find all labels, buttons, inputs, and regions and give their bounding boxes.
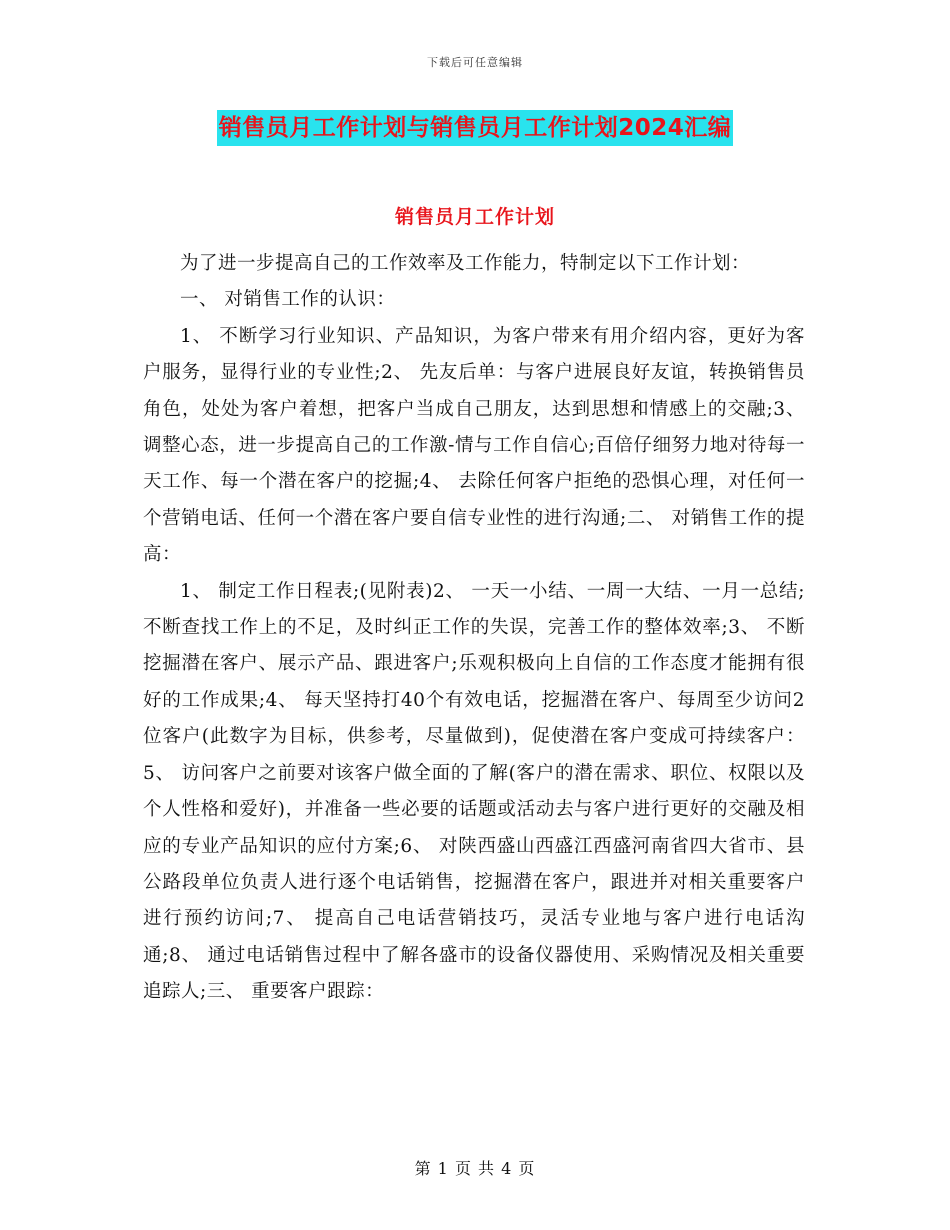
paragraph-heading-1: 一、 对销售工作的认识： (180, 289, 396, 311)
document-title-container (0, 110, 950, 146)
paragraph-section-2: 1、 制定工作日程表;(见附表)2、 一天一小结、一周一大结、一月一总结;不断查找工作上的不足，及时纠正工作的失误，完善工作的整体效率;3、 不断挖掘潜在客户、展示产品、跟进客户;乐观积极向上自信的工作态度才能拥有很好的工作成果;4、 每天坚持打40个有效电话，挖掘潜在客户、每周至少访问2位客户(此数字为目标，供参考，尽量做到)，促使潜在客户变成可持续客户：5、 访问客户之前要对该客户做全面的了解(客户的潜在需求、职位、权限以及个人性格和爱好)，并准备一些必要的话题或活动去与客户进行更好的交融及相应的专业产品知识的应付方案;6、 对陕西盛山西盛江西盛河南省四大省市、县公路段单位负责人进行逐个电话销售，挖掘潜在客户，跟进并对相关重要客户进行预约访问;7、 提高自己电话营销技巧，灵活专业地与客户进行电话沟通;8、 通过电话销售过程中了解各盛市的设备仪器使用、采购情况及相关重要追踪人;三、 重要客户跟踪： (143, 580, 805, 1003)
paragraph-intro: 为了进一步提高自己的工作效率及工作能力，特制定以下工作计划： (180, 253, 751, 274)
page-header-note: 下载后可任意编辑 (427, 56, 523, 69)
document-title: 销售员月工作计划与销售员月工作计划2024汇编 (217, 110, 734, 146)
section-title: 销售员月工作计划 (394, 206, 555, 228)
document-body (143, 246, 805, 1011)
page-number: 第 1 页 共 4 页 (414, 1159, 536, 1178)
paragraph-section-1: 1、 不断学习行业知识、产品知识，为客户带来有用介绍内容，更好为客户服务，显得行业的专业性;2、 先友后单：与客户进展良好友谊，转换销售员角色，处处为客户着想，把客户当成自己朋友，达到思想和情感上的交融;3、 调整心态，进一步提高自己的工作激-情与工作自信心;百倍仔细努力地对待每一天工作、每一个潜在客户的挖掘;4、 去除任何客户拒绝的恐惧心理，对任何一个营销电话、任何一个潜在客户要自信专业性的进行沟通;二、 对销售工作的提高： (143, 325, 805, 566)
